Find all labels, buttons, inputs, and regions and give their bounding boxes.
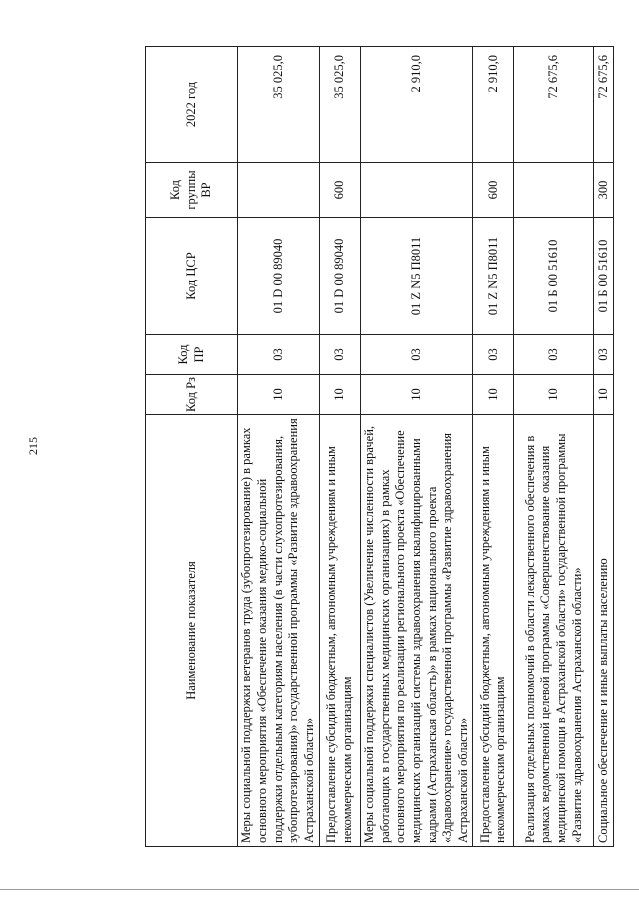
row-csr: 01 Б 00 51610 — [514, 218, 594, 335]
row-pr: 03 — [594, 335, 614, 375]
row-rz: 10 — [473, 375, 514, 415]
page-bottom-rule — [0, 889, 639, 890]
row-vr: 300 — [594, 163, 614, 218]
header-name: Наименование показателя — [146, 415, 238, 847]
header-rz: Код Рз — [146, 375, 238, 415]
row-csr: 01 Z N5 П8011 — [473, 218, 514, 335]
row-vr: 600 — [320, 163, 361, 218]
table-row — [238, 47, 320, 847]
row-pr: 03 — [320, 335, 361, 375]
row-vr — [514, 163, 594, 218]
row-rz: 10 — [514, 375, 594, 415]
table-row — [361, 47, 473, 847]
row-rz: 10 — [594, 375, 614, 415]
row-pr: 03 — [238, 335, 320, 375]
table-row — [514, 47, 594, 847]
rotated-table-container — [145, 47, 611, 847]
row-amount: 72 675,6 — [594, 47, 614, 163]
row-vr — [361, 163, 473, 218]
row-name: Меры социальной поддержки ветеранов труда (зубопротезирование) в рамках основного мероприятия «Обеспечение оказания медико-социальной поддержки отдельным категориям населения (в части слухопротезирования, зубопротезирования)» государственной программы «Развитие здравоохранения Астраханской области» — [238, 415, 320, 847]
row-amount: 2 910,0 — [361, 47, 473, 163]
row-csr: 01 Б 00 51610 — [594, 218, 614, 335]
table-row — [473, 47, 514, 847]
header-amount: 2022 год — [146, 47, 238, 163]
header-vr: Код группы ВР — [146, 163, 238, 218]
table-row — [320, 47, 361, 847]
row-csr: 01 D 00 89040 — [238, 218, 320, 335]
row-amount: 35 025,0 — [238, 47, 320, 163]
table-header-row — [146, 47, 238, 847]
header-csr: Код ЦСР — [146, 218, 238, 335]
header-pr: Код ПР — [146, 335, 238, 375]
row-name: Социальное обеспечение и иные выплаты населению — [594, 415, 614, 847]
row-name: Предоставление субсидий бюджетным, автономным учреждениям и иным некоммерческим организациям — [320, 415, 361, 847]
row-name: Предоставление субсидий бюджетным, автономным учреждениям и иным некоммерческим организациям — [473, 415, 514, 847]
row-csr: 01 Z N5 П8011 — [361, 218, 473, 335]
row-name: Меры социальной поддержки специалистов (Увеличение численности врачей, работающих в государственных медицинских организациях) в рамках основного мероприятия по реализации регионального проекта «Обеспечение медицинских организаций системы здравоохранения квалифицированными кадрами (Астраханская область)» в рамках национального проекта «Здравоохранение» государственной программы «Развитие здравоохранения Астраханской области» — [361, 415, 473, 847]
row-amount: 72 675,6 — [514, 47, 594, 163]
row-amount: 2 910,0 — [473, 47, 514, 163]
row-rz: 10 — [320, 375, 361, 415]
budget-table — [145, 46, 614, 847]
row-name: Реализация отдельных полномочий в области лекарственного обеспечения в рамках ведомственной целевой программы «Совершенствование оказания медицинской помощи в Астраханской области» государственной программы «Развитие здравоохранения Астраханской области» — [514, 415, 594, 847]
row-amount: 35 025,0 — [320, 47, 361, 163]
row-pr: 03 — [361, 335, 473, 375]
row-pr: 03 — [473, 335, 514, 375]
row-vr: 600 — [473, 163, 514, 218]
row-pr: 03 — [514, 335, 594, 375]
table-row — [594, 47, 614, 847]
row-rz: 10 — [361, 375, 473, 415]
row-vr — [238, 163, 320, 218]
page-number: 215 — [26, 437, 40, 455]
row-csr: 01 D 00 89040 — [320, 218, 361, 335]
row-rz: 10 — [238, 375, 320, 415]
